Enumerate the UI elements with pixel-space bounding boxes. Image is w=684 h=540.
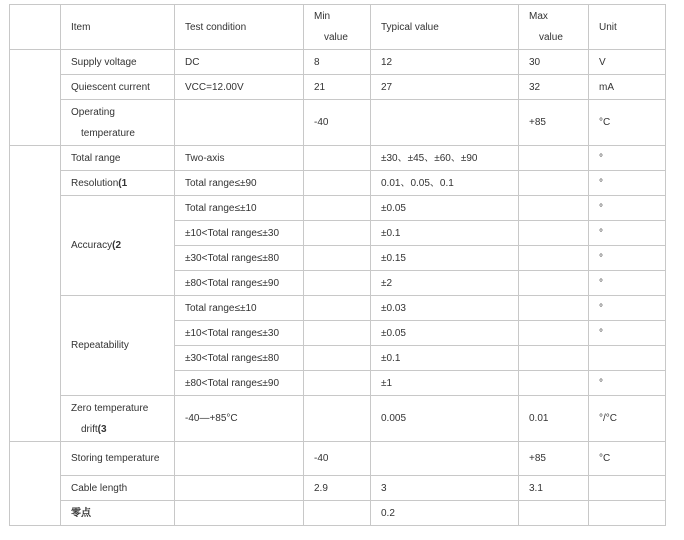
table-row <box>10 442 666 476</box>
condition-cell <box>175 476 304 501</box>
table-row <box>10 296 666 321</box>
max-cell: 3.1 <box>519 476 589 501</box>
item-cell <box>61 100 175 146</box>
min-cell: -40 <box>304 442 371 476</box>
other-category-cell <box>10 442 61 526</box>
typical-cell <box>371 442 519 476</box>
electrical-category-cell <box>10 50 61 146</box>
max-cell <box>519 196 589 221</box>
max-cell: +85 <box>519 100 589 146</box>
typical-cell <box>371 100 519 146</box>
item-cell: Storing temperature <box>61 442 175 476</box>
unit-cell: ° <box>589 371 666 396</box>
table-row <box>10 50 666 75</box>
unit-cell: °/°C <box>589 396 666 442</box>
unit-cell: ° <box>589 146 666 171</box>
typical-cell: ±0.03 <box>371 296 519 321</box>
unit-cell: ° <box>589 196 666 221</box>
min-cell <box>304 171 371 196</box>
table-row <box>10 476 666 501</box>
table-row <box>10 171 666 196</box>
item-cell: Supply voltage <box>61 50 175 75</box>
max-header-line1: Max <box>529 11 548 22</box>
unit-cell: ° <box>589 171 666 196</box>
table-row <box>10 196 666 221</box>
unit-cell: ° <box>589 246 666 271</box>
table-row <box>10 146 666 171</box>
max-cell: 30 <box>519 50 589 75</box>
condition-cell <box>175 100 304 146</box>
max-cell <box>519 171 589 196</box>
item-cell: Repeatability <box>61 296 175 396</box>
typical-cell: ±0.1 <box>371 221 519 246</box>
min-header-line1: Min <box>314 11 331 22</box>
unit-header: Unit <box>589 5 666 50</box>
condition-cell: -40—+85°C <box>175 396 304 442</box>
min-cell <box>304 501 371 526</box>
item-cell: Cable length <box>61 476 175 501</box>
performance-category-cell <box>10 146 61 442</box>
min-cell <box>304 196 371 221</box>
typical-cell: ±30、±45、±60、±90 <box>371 146 519 171</box>
unit-cell <box>589 476 666 501</box>
condition-cell: ±80<Total range≤±90 <box>175 371 304 396</box>
condition-cell: Two-axis <box>175 146 304 171</box>
condition-cell: Total range≤±90 <box>175 171 304 196</box>
min-cell <box>304 246 371 271</box>
typical-cell: ±0.05 <box>371 321 519 346</box>
typical-cell: ±1 <box>371 371 519 396</box>
item-label: drift <box>81 423 98 435</box>
min-cell <box>304 146 371 171</box>
condition-cell: DC <box>175 50 304 75</box>
item-cell: Total range <box>61 146 175 171</box>
min-cell <box>304 271 371 296</box>
unit-cell: °C <box>589 442 666 476</box>
item-cell: 零点 <box>61 501 175 526</box>
unit-cell: ° <box>589 221 666 246</box>
item-label: Resolution <box>71 177 119 189</box>
max-cell <box>519 501 589 526</box>
item-cell: Quiescent current <box>61 75 175 100</box>
condition-cell: VCC=12.00V <box>175 75 304 100</box>
table-row <box>10 396 666 442</box>
condition-cell <box>175 501 304 526</box>
unit-cell: ° <box>589 296 666 321</box>
condition-cell: ±30<Total range≤±80 <box>175 346 304 371</box>
max-cell <box>519 296 589 321</box>
unit-cell: mA <box>589 75 666 100</box>
category-header-cell <box>10 5 61 50</box>
item-line2: temperature <box>81 127 135 139</box>
condition-cell: ±30<Total range≤±80 <box>175 246 304 271</box>
min-cell: 2.9 <box>304 476 371 501</box>
condition-cell: ±80<Total range≤±90 <box>175 271 304 296</box>
max-cell <box>519 321 589 346</box>
min-cell: -40 <box>304 100 371 146</box>
min-cell: 21 <box>304 75 371 100</box>
typical-cell: 0.01、0.05、0.1 <box>371 171 519 196</box>
typical-cell: 27 <box>371 75 519 100</box>
item-header: Item <box>61 5 175 50</box>
min-cell: 8 <box>304 50 371 75</box>
item-cell <box>61 396 175 442</box>
typical-cell: 0.2 <box>371 501 519 526</box>
item-label: Accuracy <box>71 240 113 251</box>
table-row <box>10 100 666 146</box>
condition-cell: Total range≤±10 <box>175 296 304 321</box>
max-cell: 0.01 <box>519 396 589 442</box>
min-value-header <box>304 5 371 50</box>
max-cell <box>519 146 589 171</box>
typical-cell: ±0.05 <box>371 196 519 221</box>
unit-cell <box>589 501 666 526</box>
max-value-header <box>519 5 589 50</box>
max-cell <box>519 221 589 246</box>
condition-cell: ±10<Total range≤±30 <box>175 321 304 346</box>
condition-cell <box>175 442 304 476</box>
footnote-mark: (3 <box>97 423 107 435</box>
min-cell <box>304 346 371 371</box>
item-cell <box>61 171 175 196</box>
min-cell <box>304 396 371 442</box>
typical-cell: 0.005 <box>371 396 519 442</box>
typical-cell: ±0.15 <box>371 246 519 271</box>
min-cell <box>304 321 371 346</box>
table-row <box>10 501 666 526</box>
footnote-mark: (2 <box>112 240 122 251</box>
item-line2 <box>71 423 174 436</box>
unit-cell: ° <box>589 321 666 346</box>
min-cell <box>304 296 371 321</box>
item-cell <box>61 196 175 296</box>
max-header-line2: value <box>539 32 563 43</box>
condition-cell: ±10<Total range≤±30 <box>175 221 304 246</box>
typical-cell: ±0.1 <box>371 346 519 371</box>
unit-cell: ° <box>589 271 666 296</box>
max-cell: +85 <box>519 442 589 476</box>
max-cell <box>519 371 589 396</box>
test-condition-header: Test condition <box>175 5 304 50</box>
max-cell: 32 <box>519 75 589 100</box>
footnote-mark: (1 <box>118 177 128 189</box>
unit-cell <box>589 346 666 371</box>
max-cell <box>519 271 589 296</box>
item-line1: Zero temperature <box>71 402 149 414</box>
typical-value-header: Typical value <box>371 5 519 50</box>
min-header-line2: value <box>324 32 348 43</box>
unit-cell: V <box>589 50 666 75</box>
min-cell <box>304 221 371 246</box>
unit-cell: °C <box>589 100 666 146</box>
specification-table <box>9 4 666 526</box>
typical-cell: 3 <box>371 476 519 501</box>
condition-cell: Total range≤±10 <box>175 196 304 221</box>
typical-cell: 12 <box>371 50 519 75</box>
table-row <box>10 75 666 100</box>
max-cell <box>519 346 589 371</box>
typical-cell: ±2 <box>371 271 519 296</box>
max-cell <box>519 246 589 271</box>
item-line1: Operating <box>71 106 115 118</box>
header-row <box>10 5 666 50</box>
min-cell <box>304 371 371 396</box>
